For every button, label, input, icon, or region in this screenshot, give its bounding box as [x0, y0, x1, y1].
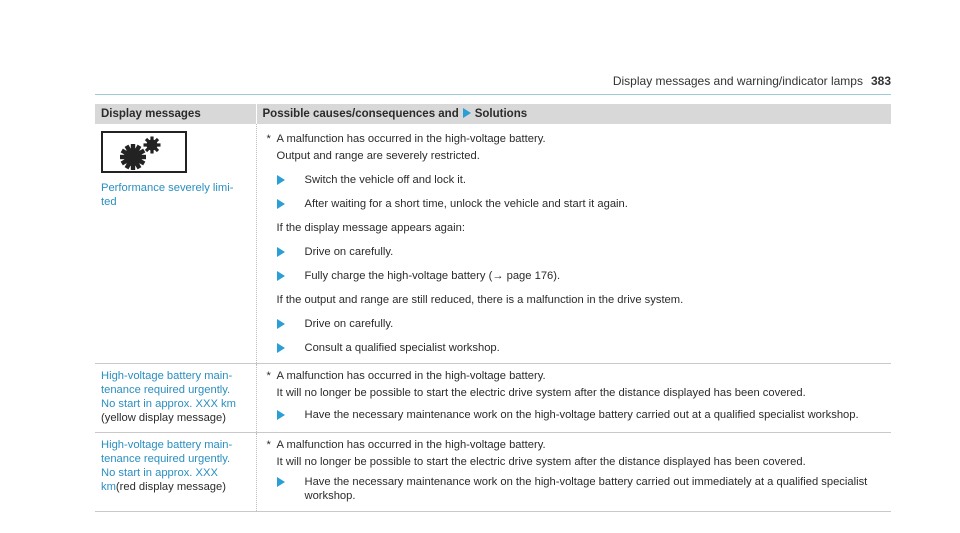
- solution-cell: [256, 124, 891, 364]
- footnote-marker: *: [266, 370, 271, 382]
- footnote-marker: *: [266, 439, 271, 451]
- message-color-note: (red display message): [115, 481, 226, 493]
- footnote-marker: *: [266, 133, 271, 145]
- solution-step: Have the necessary maintenance work on the high-voltage battery carried out at a qualified specialist workshop.: [263, 408, 886, 422]
- cause-line: * A malfunction has occurred in the high-voltage battery.: [266, 439, 546, 451]
- display-messages-table: [95, 104, 892, 512]
- running-head: [613, 74, 891, 88]
- solution-cell: [256, 433, 891, 512]
- solution-step: Consult a qualified specialist workshop.: [263, 341, 886, 355]
- solution-step: Drive on carefully.: [263, 245, 886, 259]
- solution-step: Fully charge the high-voltage battery (→ page 176).: [263, 269, 886, 283]
- cause-line: * A malfunction has occurred in the high-voltage battery.: [266, 370, 546, 382]
- table-row: [95, 364, 891, 433]
- step-arrow-icon: [277, 271, 285, 281]
- table-row: [95, 433, 891, 512]
- condition-text: If the display message appears again:: [276, 222, 465, 234]
- solution-cell: [256, 364, 891, 433]
- header-causes-label: Possible causes/consequences and: [262, 108, 459, 120]
- solution-step: After waiting for a short time, unlock the vehicle and start it again.: [263, 197, 886, 211]
- message-text: High-voltage battery main- tenance required urgently. No start in approx. XXX km: [101, 439, 233, 493]
- step-arrow-icon: [277, 175, 285, 185]
- message-cell: [95, 364, 256, 433]
- cause-line: * A malfunction has occurred in the high-voltage battery.: [266, 133, 546, 145]
- step-arrow-icon: [277, 410, 285, 420]
- header-solutions-label: Solutions: [474, 108, 528, 120]
- consequence-text: Output and range are severely restricted.: [276, 150, 480, 162]
- condition-text: If the output and range are still reduced, there is a malfunction in the drive system.: [276, 294, 684, 306]
- page-number: 383: [870, 74, 891, 88]
- step-arrow-icon: [277, 477, 285, 487]
- message-color-note: (yellow display message): [101, 412, 226, 424]
- step-arrow-icon: [277, 247, 285, 257]
- solution-arrow-icon: [463, 108, 471, 118]
- message-text: Performance severely limi- ted: [101, 182, 234, 208]
- message-cell: [95, 124, 256, 364]
- solution-step: Drive on carefully.: [263, 317, 886, 331]
- step-arrow-icon: [277, 343, 285, 353]
- header-rule: [95, 94, 891, 95]
- table-header-row: [95, 104, 891, 124]
- consequence-text: It will no longer be possible to start the electric drive system after the distance displayed has been covered.: [276, 387, 806, 399]
- table-row: [95, 124, 891, 364]
- gears-icon: [101, 131, 187, 173]
- solution-step: Have the necessary maintenance work on the high-voltage battery carried out immediately at a qualified specialist workshop.: [263, 475, 886, 503]
- message-text: High-voltage battery main- tenance required urgently. No start in approx. XXX km: [101, 370, 236, 410]
- step-arrow-icon: [277, 319, 285, 329]
- step-arrow-icon: [277, 199, 285, 209]
- consequence-text: It will no longer be possible to start the electric drive system after the distance displayed has been covered.: [276, 456, 806, 468]
- solution-step: Switch the vehicle off and lock it.: [263, 173, 886, 187]
- running-head-title: Display messages and warning/indicator lamps: [612, 74, 863, 88]
- column-header-causes-solutions: [256, 104, 891, 124]
- column-header-display-messages: Display messages: [95, 104, 256, 124]
- message-cell: [95, 433, 256, 512]
